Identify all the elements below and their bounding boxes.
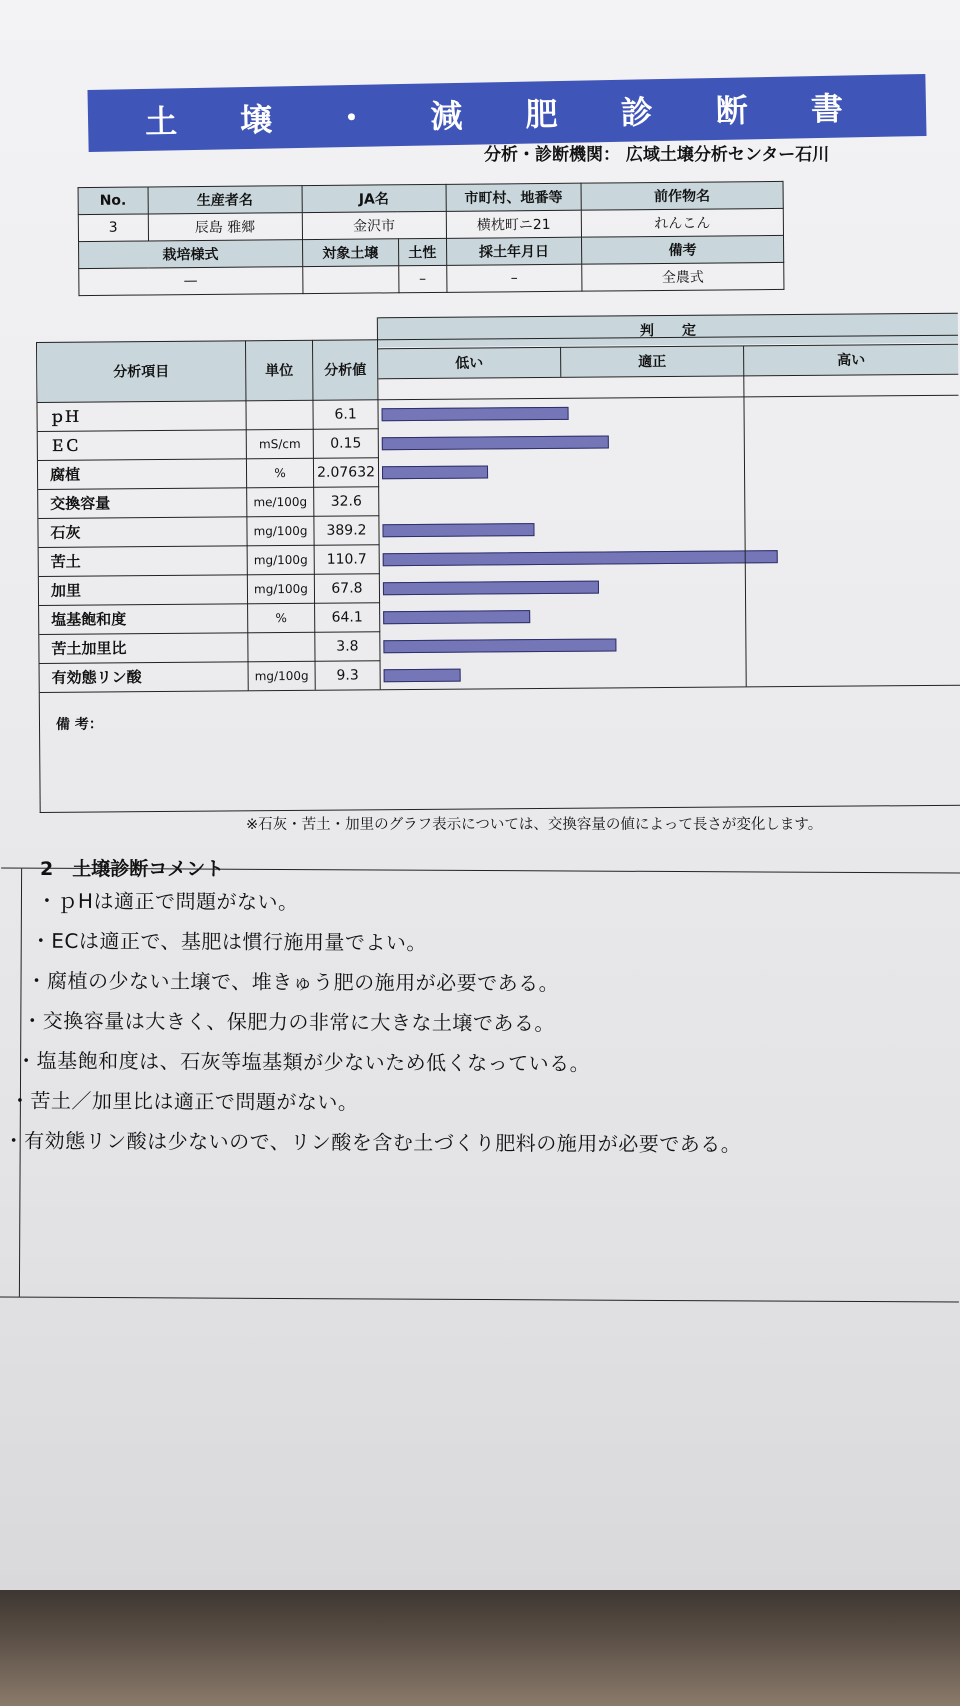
row-unit: mg/100g [253,581,308,596]
document-title: 土 壌 ・ 減 肥 診 断 書 [87,74,926,152]
analysis-agency: 分析・診断機関： 広域土壌分析センター石川 [484,145,830,165]
row-unit: mS/cm [258,436,301,451]
row-item: ｐＨ [49,407,80,426]
row-value: 389.2 [326,521,367,539]
header-remarks: 備考 [581,235,783,264]
level-bar [383,550,778,566]
value-producer: 辰島 雅郷 [148,213,302,241]
value-sampling-date: – [446,264,581,292]
value-no: 3 [78,214,148,242]
value-previous-crop: れんこん [581,208,783,237]
producer-info-table [78,181,785,296]
header-sampling-date: 採土年月日 [446,237,581,265]
comment-line: ・ｐHは適正で問題がない。 [36,888,299,915]
row-item: 石灰 [50,523,81,542]
value-ja: 金沢市 [302,211,446,239]
row-value: 110.7 [326,550,367,568]
level-bar [382,465,488,479]
row-item: 腐植 [49,465,81,484]
remarks-label: 備 考： [55,716,103,733]
value-cultivation: — [79,267,303,296]
comment-box [0,867,960,1302]
row-value: 32.6 [330,492,362,510]
value-soil-texture: – [398,265,446,292]
column-divider [560,347,561,377]
comment-line: ・交換容量は大きく、保肥力の非常に大きな土壌である。 [22,1008,555,1036]
comment-line: ・ECは適正で、基肥は慣行施用量でよい。 [30,928,428,955]
level-bar [382,407,569,421]
header-cultivation: 栽培様式 [79,240,303,269]
level-bar [383,581,599,596]
comment-box-edge [19,869,22,1297]
header-level-low: 低い [455,355,484,372]
row-item: 苦土加里比 [51,639,127,658]
row-unit [248,632,314,662]
comment-line: ・腐植の少ない土壌で、堆きゅう肥の施用が必要である。 [26,968,560,996]
comment-line: ・塩基飽和度は、石灰等塩基類が少ないため低くなっている。 [16,1048,591,1076]
value-target-soil [302,266,398,294]
row-value: 67.8 [331,579,363,597]
row-unit [246,400,312,430]
row-divider [40,685,960,693]
row-value: 3.8 [336,637,359,655]
row-item: 苦土 [50,552,81,571]
comment-line: ・苦土／加里比は適正で問題がない。 [9,1088,359,1115]
row-value: 9.3 [336,666,359,684]
row-unit: mg/100g [253,523,308,538]
comment-line: ・有効態リン酸は少ないので、リン酸を含む土づくり肥料の施用が必要である。 [3,1128,742,1157]
row-unit: mg/100g [254,668,309,683]
header-judgement: 判 定 [378,313,958,348]
header-location: 市町村、地番等 [446,183,581,211]
section2-title: 2 土壌診断コメント [40,858,225,880]
header-level-high: 高い [837,352,866,369]
row-item: ＥＣ [49,436,80,455]
header-unit: 単位 [246,340,312,401]
level-bar [382,523,534,537]
desk-surface [0,1590,960,1706]
row-unit: % [275,610,287,625]
header-previous-crop: 前作物名 [581,181,783,210]
row-item: 交換容量 [50,494,111,513]
graph-note: ※石灰・苦土・加里のグラフ表示については、交換容量の値によって長さが変化します。 [246,817,823,833]
row-value: 0.15 [330,434,362,452]
diagnosis-table [36,322,960,813]
row-unit: me/100g [253,494,308,509]
level-bar [383,610,530,624]
header-level-ok: 適正 [638,354,667,371]
level-bar [382,436,609,451]
row-item: 加里 [50,581,82,600]
level-bar [384,669,461,683]
header-target-soil: 対象土壌 [302,239,398,267]
level-bar [383,638,616,653]
value-location: 横枕町ニ21 [446,210,581,238]
row-value: 64.1 [331,608,363,626]
header-value: 分析値 [313,339,377,400]
row-unit: % [274,465,286,480]
value-remarks: 全農式 [582,262,784,291]
row-unit: mg/100g [253,552,308,567]
row-value: 6.1 [334,405,357,423]
row-value: 2.07632 [317,463,376,481]
header-ja: JA名 [302,184,446,212]
header-producer: 生産者名 [148,186,302,214]
header-soil-texture: 土性 [398,238,446,265]
header-item: 分析項目 [37,340,245,402]
row-item: 塩基飽和度 [51,610,127,629]
row-item: 有効態リン酸 [51,668,142,687]
header-no: No. [78,187,148,215]
